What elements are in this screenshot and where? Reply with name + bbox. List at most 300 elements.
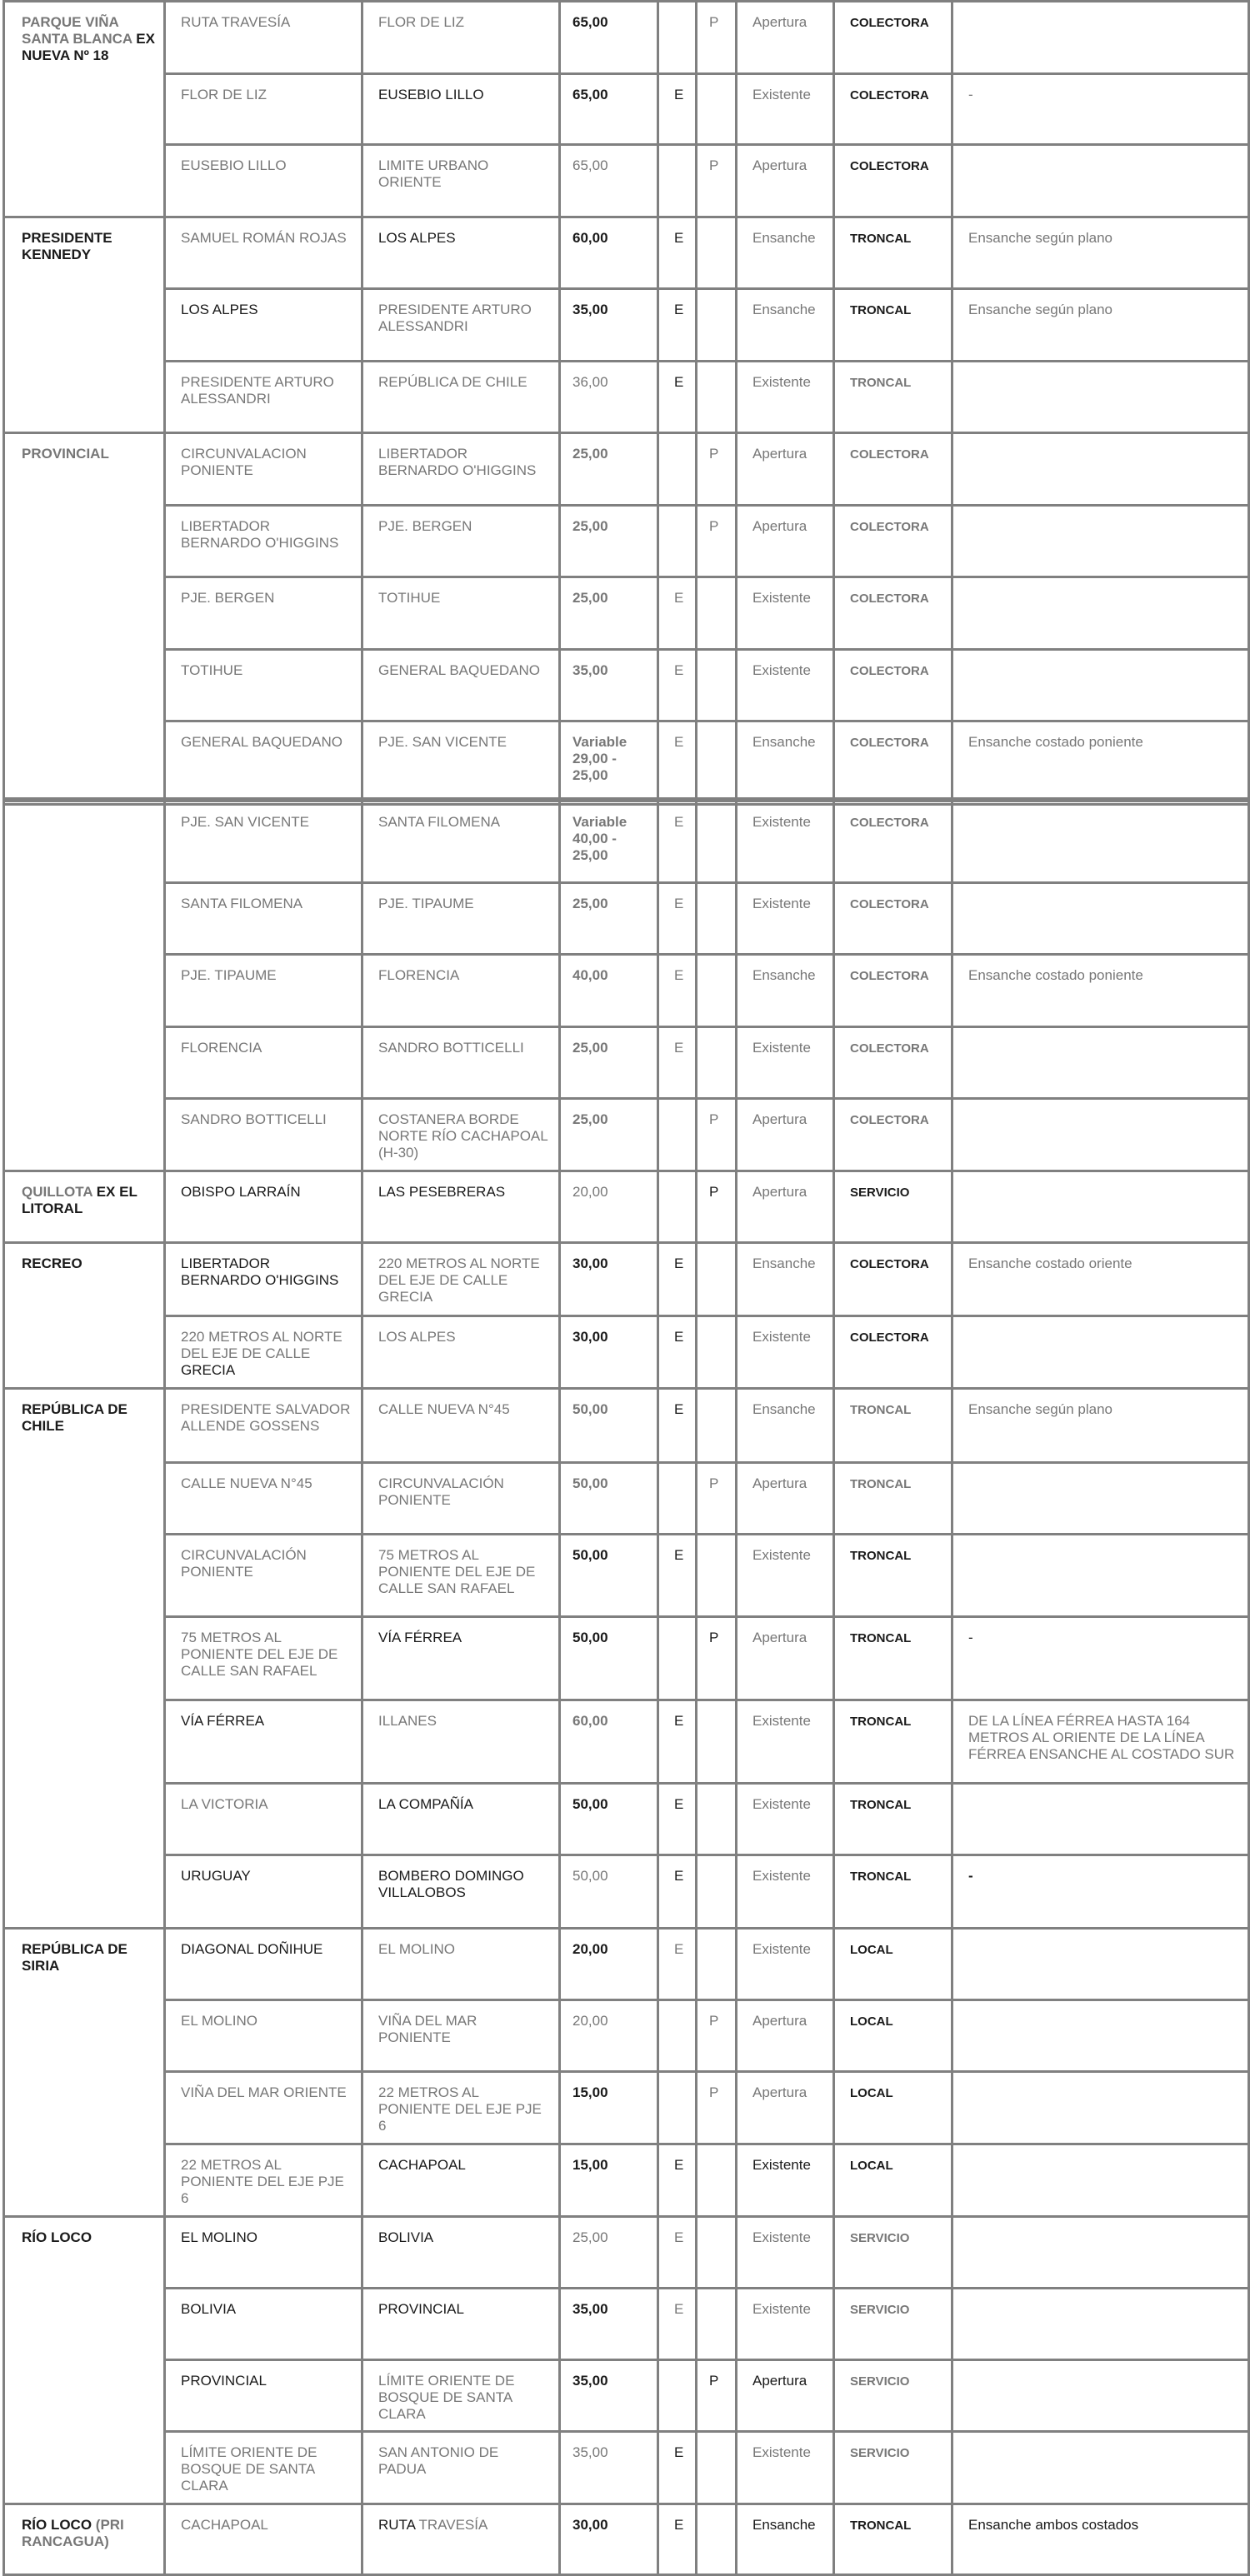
planned-flag-cell: [697, 1463, 737, 1535]
type-cell: [737, 1463, 834, 1535]
to-cell: [362, 2072, 560, 2144]
existing-flag-cell: [658, 1784, 697, 1855]
observation-cell: [952, 1389, 1249, 1463]
street-name-cell: [4, 801, 165, 1171]
width-text: 50,00: [572, 1868, 608, 1884]
to-cell: [362, 1316, 560, 1389]
width-cell: [560, 883, 658, 955]
from-cell: [165, 2289, 362, 2360]
observation-text: -: [968, 87, 973, 102]
planned-flag-cell: [697, 2144, 737, 2217]
planned-flag-cell: [697, 1784, 737, 1855]
width-text: 65,00: [572, 14, 608, 30]
to-text: REPÚBLICA DE CHILE: [378, 374, 528, 390]
existing-flag-cell: [658, 74, 697, 145]
to-cell: [362, 2144, 560, 2217]
street-name-cell: [4, 217, 165, 433]
type-text: Existente: [752, 1329, 811, 1345]
planned-flag-cell: [697, 883, 737, 955]
width-cell: [560, 1171, 658, 1243]
width-text: 50,00: [572, 1547, 608, 1563]
existing-flag-cell: [658, 217, 697, 289]
width-text: 20,00: [572, 1941, 608, 1957]
observation-cell: [952, 2, 1249, 74]
width-text: 30,00: [572, 1329, 608, 1345]
to-text: LA COMPAÑÍA: [378, 1796, 473, 1812]
width-cell: [560, 2000, 658, 2072]
from-cell: [165, 1855, 362, 1929]
type-cell: [737, 650, 834, 721]
type-text: Existente: [752, 1796, 811, 1812]
observation-cell: [952, 1855, 1249, 1929]
observation-cell: [952, 506, 1249, 577]
text-part: REPÚBLICA DE CHILE: [22, 1401, 128, 1434]
width-text: Variable 29,00 - 25,00: [572, 734, 628, 783]
from-text: PRESIDENTE ARTURO ALESSANDRI: [181, 374, 334, 407]
width-cell: [560, 2432, 658, 2504]
from-cell: [165, 2217, 362, 2289]
to-text: LAS PESEBRERAS: [378, 1184, 506, 1200]
existing-flag-text: E: [674, 814, 684, 830]
observation-cell: [952, 2144, 1249, 2217]
planned-flag-cell: [697, 577, 737, 650]
type-text: Ensanche: [752, 230, 816, 246]
existing-flag-cell: [658, 1463, 697, 1535]
from-cell: [165, 2072, 362, 2144]
to-text: EUSEBIO LILLO: [378, 87, 484, 102]
existing-flag-text: E: [674, 967, 684, 983]
existing-flag-cell: [658, 1099, 697, 1171]
to-text: FLORENCIA: [378, 967, 460, 983]
to-text: SANDRO BOTTICELLI: [378, 1040, 524, 1056]
from-text: DIAGONAL DOÑIHUE: [181, 1941, 323, 1957]
existing-flag-text: E: [674, 590, 684, 606]
type-cell: [737, 1855, 834, 1929]
type-cell: [737, 217, 834, 289]
table-row: [4, 955, 1249, 1027]
width-cell: [560, 721, 658, 805]
to-text: PJE. BERGEN: [378, 518, 472, 534]
to-cell: [362, 2432, 560, 2504]
type-text: Existente: [752, 2444, 811, 2460]
from-text: VIÑA DEL MAR ORIENTE: [181, 2084, 347, 2100]
to-cell: [362, 2289, 560, 2360]
to-text: LOS ALPES: [378, 1329, 456, 1345]
category-text: COLECTORA: [850, 736, 929, 750]
type-cell: [737, 1316, 834, 1389]
width-text: 25,00: [572, 2229, 608, 2245]
type-text: Existente: [752, 2229, 811, 2245]
type-text: Existente: [752, 1547, 811, 1563]
text-part: RECREO: [22, 1256, 82, 1271]
category-text: COLECTORA: [850, 1041, 929, 1056]
category-cell: [834, 1027, 952, 1099]
from-cell: [165, 289, 362, 362]
category-cell: [834, 2072, 952, 2144]
existing-flag-cell: [658, 506, 697, 577]
type-cell: [737, 2360, 834, 2432]
to-text: SANTA FILOMENA: [378, 814, 501, 830]
to-text: 75 METROS AL PONIENTE DEL EJE DE CALLE SAN RAFAEL: [378, 1547, 536, 1596]
from-text: LIBERTADOR BERNARDO O'HIGGINS: [181, 518, 339, 551]
from-cell: [165, 1617, 362, 1700]
type-cell: [737, 1099, 834, 1171]
from-cell: [165, 577, 362, 650]
observation-cell: [952, 883, 1249, 955]
type-text: Apertura: [752, 14, 808, 30]
table-row: [4, 1617, 1249, 1700]
width-cell: [560, 1700, 658, 1784]
width-text: 20,00: [572, 1184, 608, 1200]
category-text: COLECTORA: [850, 88, 929, 102]
existing-flag-cell: [658, 2432, 697, 2504]
to-cell: [362, 1784, 560, 1855]
width-cell: [560, 650, 658, 721]
category-cell: [834, 1929, 952, 2000]
category-cell: [834, 2, 952, 74]
to-cell: [362, 362, 560, 433]
type-text: Apertura: [752, 2084, 808, 2100]
to-cell: [362, 577, 560, 650]
table-row: [4, 721, 1249, 805]
planned-flag-cell: [697, 289, 737, 362]
width-cell: [560, 1389, 658, 1463]
planned-flag-cell: [697, 2000, 737, 2072]
table-row: [4, 362, 1249, 433]
width-text: 15,00: [572, 2084, 608, 2100]
width-text: 50,00: [572, 1401, 608, 1417]
to-cell: [362, 74, 560, 145]
planned-flag-cell: [697, 506, 737, 577]
width-cell: [560, 433, 658, 506]
street-name-cell: [4, 2504, 165, 2575]
observation-cell: [952, 362, 1249, 433]
planned-flag-text: P: [709, 1630, 719, 1645]
to-text: GENERAL BAQUEDANO: [378, 662, 540, 678]
type-cell: [737, 2504, 834, 2575]
category-text: TRONCAL: [850, 1798, 912, 1812]
observation-text: Ensanche según plano: [968, 230, 1112, 246]
category-text: SERVICIO: [850, 2231, 910, 2245]
planned-flag-cell: [697, 362, 737, 433]
planned-flag-text: P: [709, 1111, 719, 1127]
text-part: RUTA: [378, 2517, 419, 2533]
from-cell: [165, 1243, 362, 1316]
from-text: EUSEBIO LILLO: [181, 157, 287, 173]
table-row: [4, 145, 1249, 217]
category-cell: [834, 801, 952, 883]
from-cell: [165, 2144, 362, 2217]
table-row: [4, 1027, 1249, 1099]
observation-cell: [952, 1700, 1249, 1784]
width-cell: [560, 2, 658, 74]
category-text: COLECTORA: [850, 16, 929, 30]
category-cell: [834, 2217, 952, 2289]
existing-flag-text: E: [674, 374, 684, 390]
existing-flag-text: E: [674, 2157, 684, 2173]
width-text: 15,00: [572, 2157, 608, 2173]
text-part: EX EL LITORAL: [22, 1184, 138, 1216]
type-cell: [737, 506, 834, 577]
to-cell: [362, 1389, 560, 1463]
type-text: Apertura: [752, 2013, 808, 2029]
category-cell: [834, 1784, 952, 1855]
existing-flag-text: E: [674, 1941, 684, 1957]
from-cell: [165, 2, 362, 74]
from-text: 22 METROS AL PONIENTE DEL EJE PJE 6: [181, 2157, 344, 2206]
existing-flag-cell: [658, 883, 697, 955]
to-cell: [362, 1855, 560, 1929]
street-name-cell: [4, 1243, 165, 1389]
type-cell: [737, 2144, 834, 2217]
width-text: 25,00: [572, 590, 608, 606]
to-cell: [362, 2, 560, 74]
planned-flag-text: P: [709, 1475, 719, 1491]
from-text: LOS ALPES: [181, 302, 258, 317]
planned-flag-cell: [697, 1389, 737, 1463]
from-text: GENERAL BAQUEDANO: [181, 734, 342, 750]
existing-flag-cell: [658, 1389, 697, 1463]
type-cell: [737, 2000, 834, 2072]
width-cell: [560, 801, 658, 883]
table-row: [4, 1463, 1249, 1535]
street-name-cell: [4, 433, 165, 805]
to-text: CALLE NUEVA N°45: [378, 1401, 510, 1417]
to-text: BOLIVIA: [378, 2229, 434, 2245]
text-part: TRAVESÍA: [418, 2517, 488, 2533]
observation-cell: [952, 2000, 1249, 2072]
text-part: 220 METROS AL NORTE DEL EJE DE CALLE: [181, 1329, 342, 1361]
width-text: 25,00: [572, 896, 608, 911]
existing-flag-text: E: [674, 1256, 684, 1271]
to-text: CIRCUNVALACIÓN PONIENTE: [378, 1475, 504, 1508]
category-cell: [834, 1617, 952, 1700]
type-cell: [737, 2217, 834, 2289]
type-text: Existente: [752, 896, 811, 911]
planned-flag-text: P: [709, 2084, 719, 2100]
observation-cell: [952, 74, 1249, 145]
type-text: Ensanche: [752, 1401, 816, 1417]
planned-flag-cell: [697, 145, 737, 217]
type-cell: [737, 721, 834, 805]
observation-cell: [952, 2072, 1249, 2144]
from-text: BOLIVIA: [181, 2301, 237, 2317]
existing-flag-cell: [658, 2072, 697, 2144]
type-cell: [737, 1784, 834, 1855]
type-text: Ensanche: [752, 967, 816, 983]
from-text: EL MOLINO: [181, 2013, 258, 2029]
category-text: COLECTORA: [850, 520, 929, 534]
width-cell: [560, 1617, 658, 1700]
existing-flag-cell: [658, 1243, 697, 1316]
category-cell: [834, 1855, 952, 1929]
table-row: [4, 2432, 1249, 2504]
to-text: FLOR DE LIZ: [378, 14, 464, 30]
existing-flag-cell: [658, 2, 697, 74]
type-text: Apertura: [752, 157, 808, 173]
width-cell: [560, 506, 658, 577]
street-table-part-1: [2, 0, 1250, 806]
text-part: REPÚBLICA DE SIRIA: [22, 1941, 128, 1974]
table-row: [4, 506, 1249, 577]
planned-flag-cell: [697, 2289, 737, 2360]
to-cell: [362, 2000, 560, 2072]
width-text: 30,00: [572, 2517, 608, 2533]
width-text: 25,00: [572, 446, 608, 462]
type-cell: [737, 433, 834, 506]
planned-flag-text: P: [709, 157, 719, 173]
planned-flag-text: P: [709, 446, 719, 462]
observation-text: -: [968, 1868, 973, 1884]
planned-flag-cell: [697, 1099, 737, 1171]
width-text: 35,00: [572, 662, 608, 678]
table-row: [4, 650, 1249, 721]
category-text: COLECTORA: [850, 447, 929, 462]
planned-flag-cell: [697, 2360, 737, 2432]
type-text: Apertura: [752, 1111, 808, 1127]
from-cell: [165, 1929, 362, 2000]
table-row: [4, 1855, 1249, 1929]
category-text: TRONCAL: [850, 376, 912, 390]
observation-cell: [952, 577, 1249, 650]
observation-cell: [952, 1316, 1249, 1389]
category-text: TRONCAL: [850, 1477, 912, 1491]
from-text: PJE. TIPAUME: [181, 967, 277, 983]
width-text: 30,00: [572, 1256, 608, 1271]
category-cell: [834, 1316, 952, 1389]
observation-text: Ensanche según plano: [968, 302, 1112, 317]
width-cell: [560, 145, 658, 217]
category-cell: [834, 217, 952, 289]
to-cell: [362, 433, 560, 506]
observation-cell: [952, 801, 1249, 883]
planned-flag-cell: [697, 1316, 737, 1389]
planned-flag-cell: [697, 721, 737, 805]
type-text: Ensanche: [752, 734, 816, 750]
type-cell: [737, 1617, 834, 1700]
width-text: 36,00: [572, 374, 608, 390]
from-cell: [165, 217, 362, 289]
to-cell: [362, 1171, 560, 1243]
to-text: LIBERTADOR BERNARDO O'HIGGINS: [378, 446, 537, 478]
table-row: [4, 883, 1249, 955]
planned-flag-cell: [697, 955, 737, 1027]
observation-cell: [952, 1243, 1249, 1316]
type-cell: [737, 289, 834, 362]
observation-text: Ensanche costado poniente: [968, 967, 1143, 983]
width-cell: [560, 2072, 658, 2144]
planned-flag-cell: [697, 2432, 737, 2504]
planned-flag-cell: [697, 1929, 737, 2000]
existing-flag-cell: [658, 2144, 697, 2217]
type-cell: [737, 1171, 834, 1243]
to-cell: [362, 1700, 560, 1784]
planned-flag-cell: [697, 1617, 737, 1700]
width-text: 35,00: [572, 302, 608, 317]
from-text: CALLE NUEVA N°45: [181, 1475, 312, 1491]
observation-cell: [952, 1099, 1249, 1171]
planned-flag-cell: [697, 1027, 737, 1099]
existing-flag-text: E: [674, 230, 684, 246]
table-row: [4, 1099, 1249, 1171]
width-text: 40,00: [572, 967, 608, 983]
table-row: [4, 1700, 1249, 1784]
to-text: PJE. TIPAUME: [378, 896, 474, 911]
width-cell: [560, 1463, 658, 1535]
category-cell: [834, 721, 952, 805]
from-text: PJE. BERGEN: [181, 590, 275, 606]
existing-flag-text: E: [674, 1713, 684, 1729]
table-row: [4, 1929, 1249, 2000]
from-cell: [165, 145, 362, 217]
category-cell: [834, 289, 952, 362]
table-row: [4, 1171, 1249, 1243]
observation-text: Ensanche según plano: [968, 1401, 1112, 1417]
planned-flag-text: P: [709, 1184, 719, 1200]
table-row: [4, 1243, 1249, 1316]
from-cell: [165, 955, 362, 1027]
observation-cell: [952, 289, 1249, 362]
text-part: EX NUEVA Nº 18: [22, 31, 155, 63]
type-text: Apertura: [752, 1475, 808, 1491]
type-cell: [737, 2289, 834, 2360]
width-text: 35,00: [572, 2373, 608, 2389]
planned-flag-cell: [697, 2217, 737, 2289]
type-text: Existente: [752, 1713, 811, 1729]
category-cell: [834, 2144, 952, 2217]
from-cell: [165, 2504, 362, 2575]
table-row: [4, 433, 1249, 506]
to-text: CACHAPOAL: [378, 2157, 466, 2173]
table-row: [4, 2000, 1249, 2072]
width-cell: [560, 289, 658, 362]
text-part: RÍO LOCO: [22, 2517, 96, 2533]
type-text: Existente: [752, 87, 811, 102]
to-cell: [362, 1099, 560, 1171]
type-cell: [737, 1535, 834, 1617]
planned-flag-cell: [697, 1243, 737, 1316]
to-text: PROVINCIAL: [378, 2301, 464, 2317]
existing-flag-cell: [658, 721, 697, 805]
from-text: LÍMITE ORIENTE DE BOSQUE DE SANTA CLARA: [181, 2444, 318, 2494]
category-text: COLECTORA: [850, 664, 929, 678]
from-text: LA VICTORIA: [181, 1796, 268, 1812]
to-text: COSTANERA BORDE NORTE RÍO CACHAPOAL (H-30): [378, 1111, 548, 1161]
category-cell: [834, 433, 952, 506]
street-name-cell: [4, 2217, 165, 2504]
from-text: FLOR DE LIZ: [181, 87, 267, 102]
to-cell: [362, 1535, 560, 1617]
type-cell: [737, 1700, 834, 1784]
category-cell: [834, 1243, 952, 1316]
from-cell: [165, 1784, 362, 1855]
to-cell: [362, 1617, 560, 1700]
to-text: SAN ANTONIO DE PADUA: [378, 2444, 499, 2477]
type-text: Apertura: [752, 518, 808, 534]
width-cell: [560, 577, 658, 650]
text-part: (PRI RANCAGUA): [22, 2517, 124, 2549]
from-cell: [165, 650, 362, 721]
planned-flag-text: P: [709, 2013, 719, 2029]
from-text: CIRCUNVALACION PONIENTE: [181, 446, 307, 478]
to-cell: [362, 650, 560, 721]
from-text: OBISPO LARRAÍN: [181, 1184, 301, 1200]
observation-cell: [952, 2360, 1249, 2432]
category-cell: [834, 1535, 952, 1617]
existing-flag-text: E: [674, 2301, 684, 2317]
to-cell: [362, 721, 560, 805]
observation-cell: [952, 217, 1249, 289]
